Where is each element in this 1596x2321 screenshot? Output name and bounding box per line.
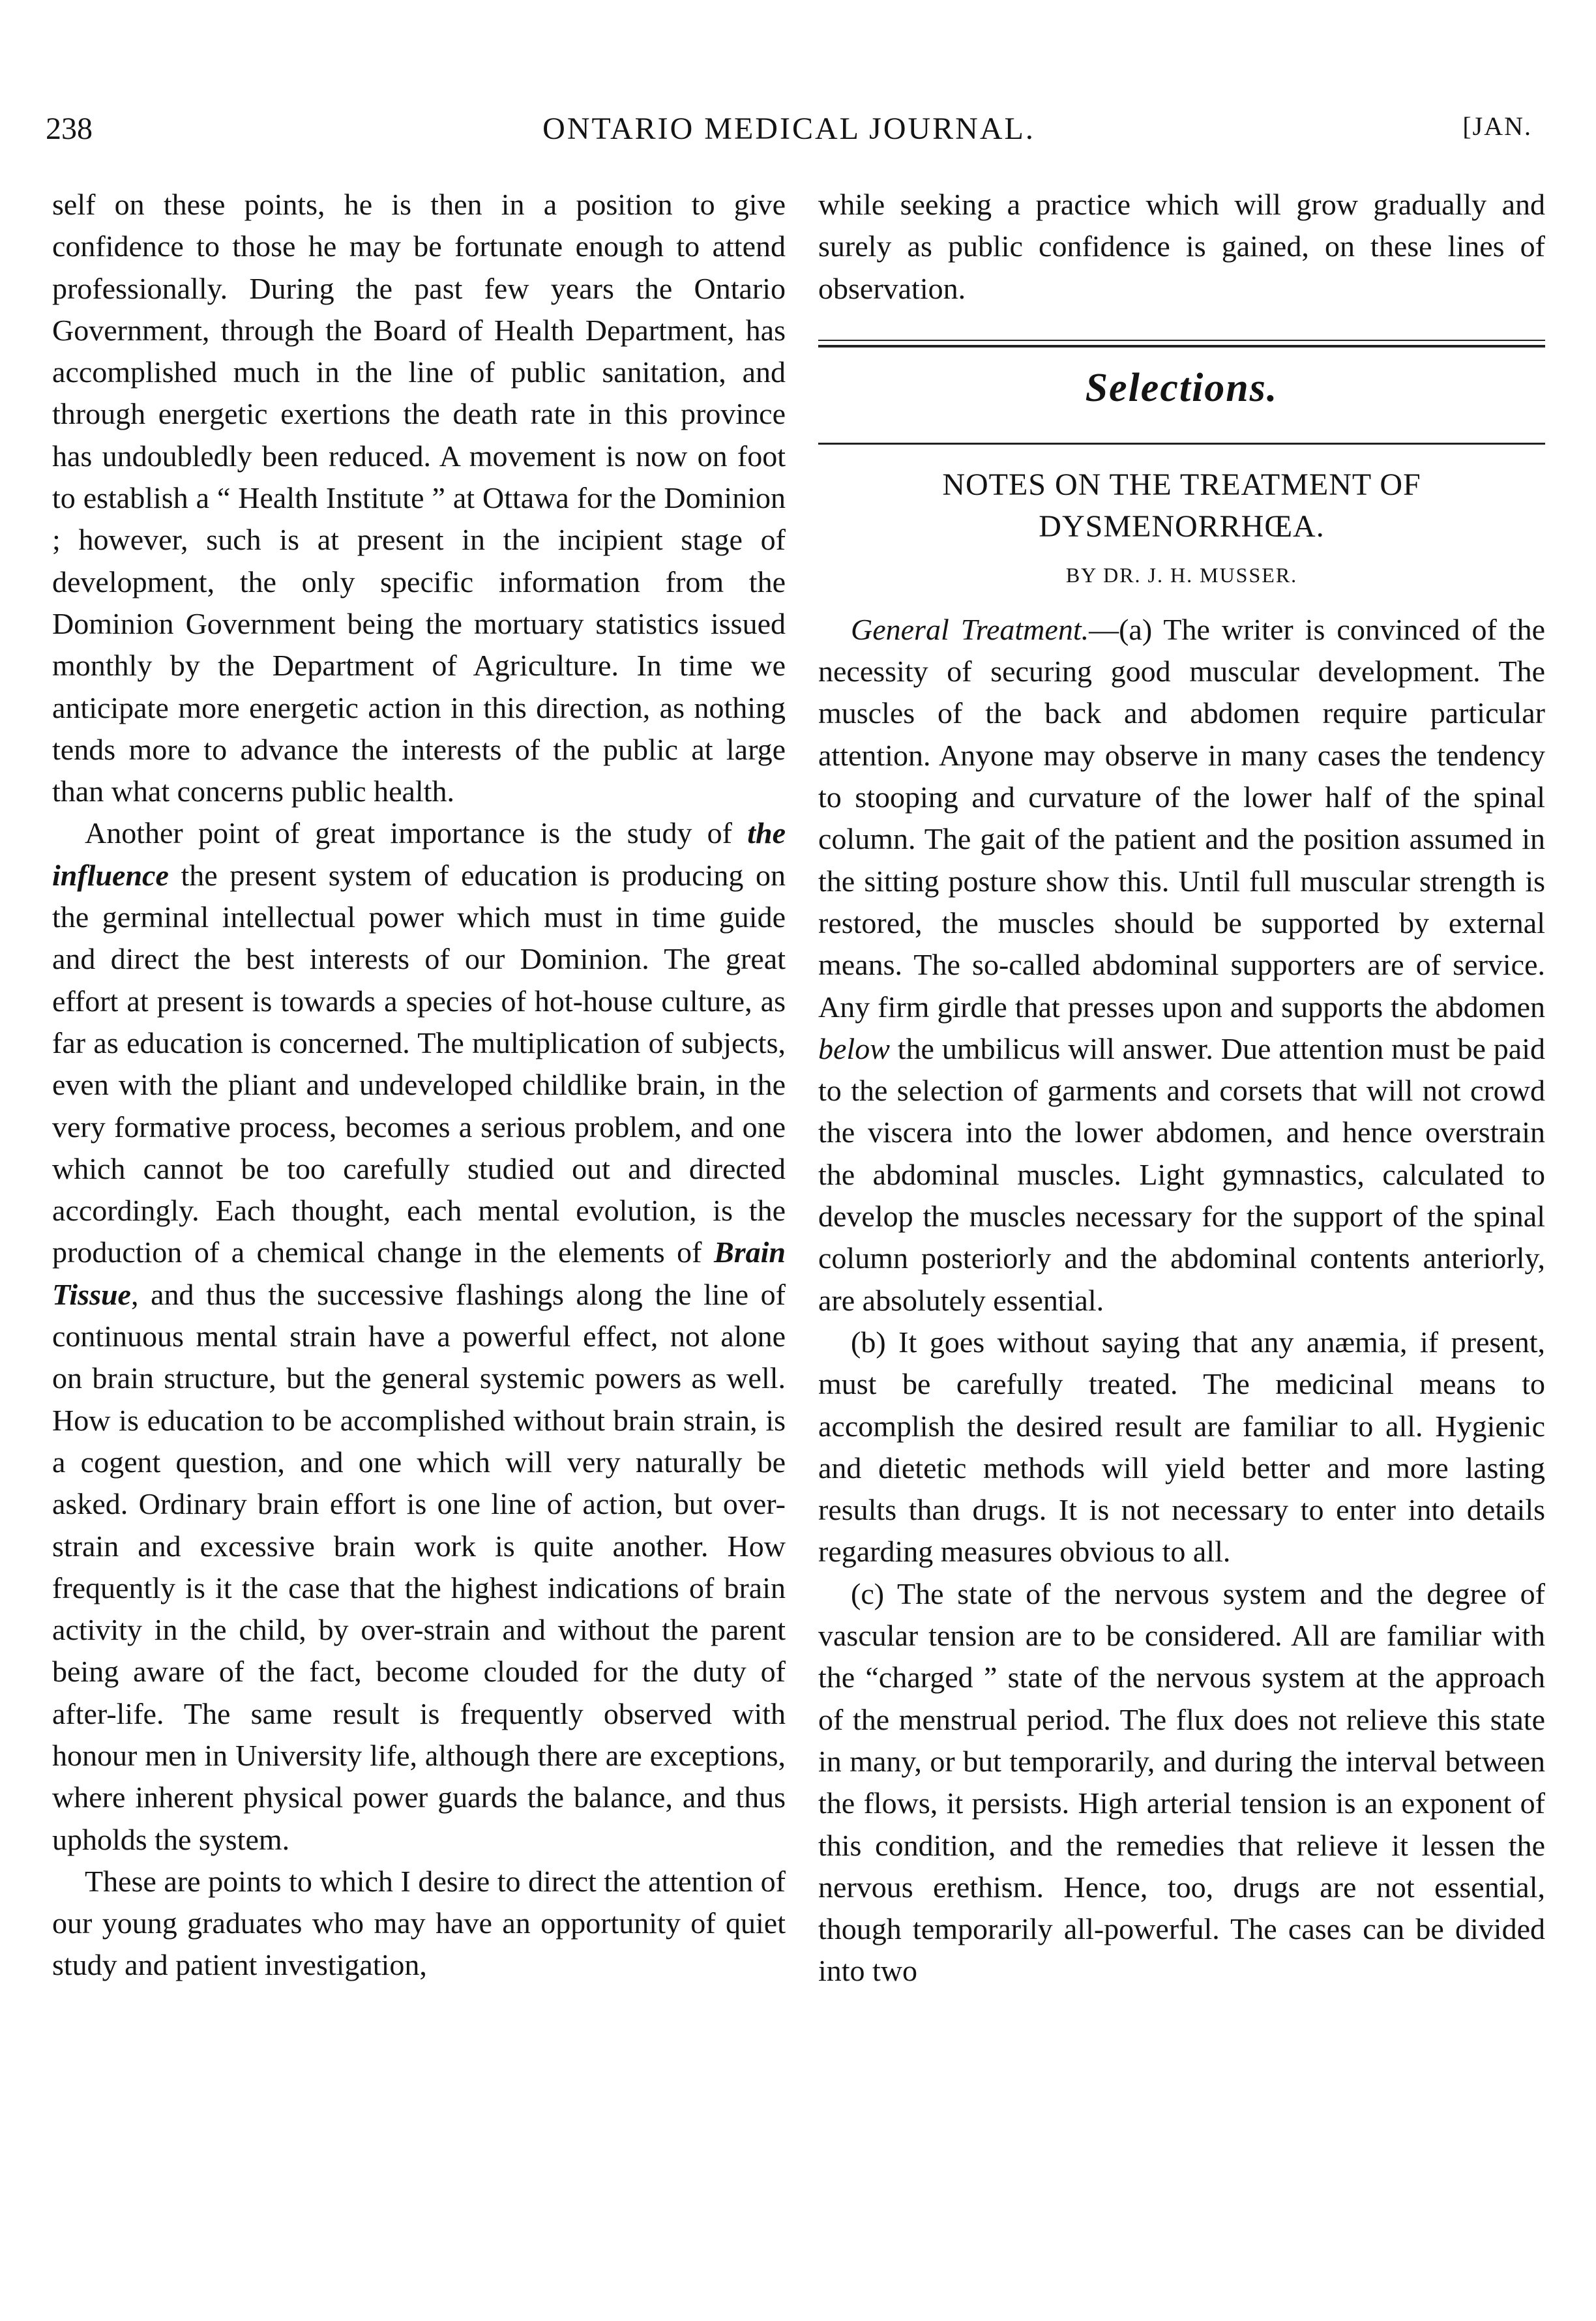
paragraph-c-text: The state of the nervous system and the degree of vascular tension are to be considered. All are familiar with the “charged ” state of the nervous system at the approach of the menstrual period. The flux does not relieve this state in many, or but temporarily, and during the interval between the flows, it persists. High arterial tension is an exponent of this condition, and the remedies that relieve it lessen the nervous erethism. Hence, too, drugs are not essential, though temporarily all-powerful. The cases can be divided into two [818,1576,1545,1988]
article-byline: BY DR. J. H. MUSSER. [1065,563,1298,587]
paragraph-b-text: It goes without saying that any anæmia, if present, must be carefully treated. The medicinal means to accomplish the desired result are familiar to all. Hygienic and dietetic methods will yield better and more lasting results than drugs. It is not necessary to enter into details regarding measures obvious to all. [818,1325,1545,1569]
article-title-line-1: NOTES ON THE TREATMENT OF [942,467,1421,502]
section-rule-top-thick [818,345,1545,347]
right-column [818,184,1545,1992]
paragraph-c [818,1573,1545,1992]
general-treatment-heading: General Treatment. [851,612,1089,646]
section-rule-top-thin [818,340,1545,341]
left-paragraph-2-text-c: , and thus the successive flashings along the line of continuous mental strain have a powerful effect, not alone on brain structure, but the general systemic powers as well. How is education to be accomplished without brain strain, is a cogent question, and one which will very naturally be asked. Ordinary brain effort is one line of action, but over-strain and excessive brain work is quite another. How frequently is it the case that the highest indications of brain activity in the child, by over-strain and without the parent being aware of the fact, become clouded for the duty of after-life. The same result is frequently observed with honour men in University life, although there are exceptions, where inherent physical power guards the balance, and thus upholds the system. [52,1277,786,1856]
paragraph-a-text-2: the umbilicus will answer. Due attention must be paid to the selection of garments and corsets that will not crowd the viscera into the lower abdomen, and hence overstrain the abdominal muscles. Light gymnastics, calculated to develop the muscles necessary for the support of the spinal column posteriorly and the abdominal contents anteriorly, are absolutely essential. [818,1031,1545,1317]
left-column [52,184,786,1987]
left-paragraph-2 [52,812,786,1860]
paragraph-general-treatment [818,609,1545,1322]
page-number: 238 [46,111,93,146]
paragraph-b [818,1322,1545,1573]
left-paragraph-2-text-a: Another point of great importance is the study of [85,816,748,850]
section-title: Selections. [1085,365,1278,410]
item-label-b: (b) [851,1325,886,1359]
emphasis-the-influence: the influence [52,816,786,892]
right-paragraph-1: while seeking a practice which will grow gradually and surely as public confidence is gained, on these lines of observation. [818,188,1545,305]
section-rule-bottom [818,443,1545,445]
item-label-c: (c) [851,1576,885,1610]
running-title: ONTARIO MEDICAL JOURNAL. [542,111,1035,146]
emphasis-below: below [818,1031,890,1065]
left-paragraph-2-text-b: the present system of education is producing on the germinal intellectual power which must in time guide and direct the best interests of our Dominion. The great effort at present is towards a species of hot-house culture, as far as education is concerned. The multiplication of subjects, even with the pliant and undeveloped childlike brain, in the very formative process, becomes a serious problem, and one which cannot be too carefully studied out and directed accordingly. Each thought, each mental evolution, is the production of a chemical change in the elements of [52,858,786,1269]
item-label-a: —(a) [1089,612,1153,646]
paragraph-a-text-1: The writer is convinced of the necessity of securing good muscular development. The muscles of the back and abdomen require particular attention. Anyone may observe in many cases the tendency to stooping and curvature of the lower half of the spinal column. The gait of the patient and the position assumed in the sitting posture show this. Until full muscular strength is restored, the muscles should be supported by external means. The so-called abdominal supporters are of service. Any firm girdle that presses upon and supports the abdomen [818,612,1545,1024]
left-paragraph-3: These are points to which I desire to direct the attention of our young graduates who may have an opportunity of quiet study and patient investigation, [52,1864,786,1982]
article-title-line-2: DYSMENORRHŒA. [1039,509,1325,544]
article-title [818,464,1545,548]
month-label: [JAN. [1462,111,1532,141]
emphasis-brain-tissue: Brain Tissue [52,1235,786,1311]
page-header [46,111,1532,156]
left-paragraph-1: self on these points, he is then in a position to give confidence to those he may be fortunate enough to attend professionally. During the past few years the Ontario Government, through the Board of Health Department, has accomplished much in the line of public sanitation, and through energetic exertions the death rate in this province has undoubledly been reduced. A movement is now on foot to establish a “ Health Institute ” at Ottawa for the Dominion ; however, such is at present in the incipient stage of development, the only specific information from the Dominion Government being the mortuary statistics issued monthly by the Department of Agriculture. In time we anticipate more energetic action in this direction, as nothing tends more to advance the interests of the public at large than what concerns public health. [52,188,786,808]
